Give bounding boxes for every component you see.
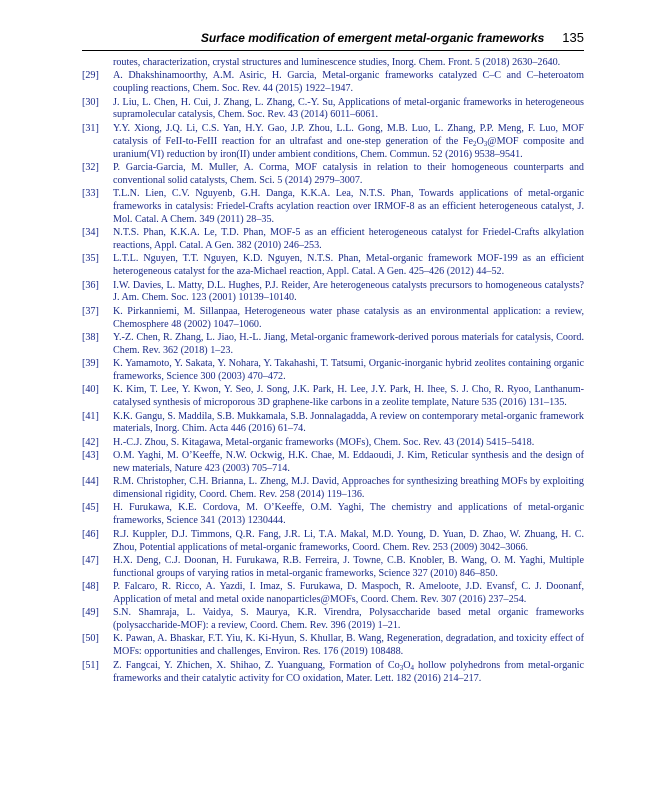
reference-number: [51] xyxy=(82,659,99,671)
reference-number: [31] xyxy=(82,122,99,134)
reference-text: P. Falcaro, R. Ricco, A. Yazdi, I. Imaz, S. Furukawa, D. Maspoch, R. Ameloote, J.D. Evansf, C. J. Doonanf, Application of metal and metal oxide nanoparticles@MOFs, Coord. Chem. Rev. 307 (2016) 237–254. xyxy=(113,581,584,605)
reference-text: P. Garcia-Garcia, M. Muller, A. Corma, MOF catalysis in relation to their homogeneous counterparts and conventional solid catalysts, Chem. Sci. 5 (2014) 2979–3007. xyxy=(113,161,584,186)
reference-33 xyxy=(82,188,584,227)
reference-text: K. Pawan, A. Bhaskar, F.T. Yiu, K. Ki-Hyun, S. Khullar, B. Wang, Regeneration, degradation, and toxicity effect of MOFs: opportunities and challenges, Environ. Res. 176 (2019) 108488. xyxy=(113,633,584,658)
reference-44 xyxy=(82,476,584,502)
reference-text: H. Furukawa, K.E. Cordova, M. O’Keeffe, O.M. Yaghi, The chemistry and applications of metal-organic frameworks, Science 341 (2013) 1230444. xyxy=(113,502,584,527)
reference-number: [35] xyxy=(82,253,99,265)
subscript: 2 xyxy=(472,139,477,148)
reference-39 xyxy=(82,358,584,384)
reference-46 xyxy=(82,529,584,555)
reference-text: I.W. Davies, L. Matty, D.L. Hughes, P.J. Reider, Are heterogeneous catalysts precursors to homogeneous catalysts? J. Am. Chem. Soc. 123 (2001) 10139–10140. xyxy=(113,279,584,304)
reference-29 xyxy=(82,70,584,96)
reference-text xyxy=(113,660,584,686)
reference-43 xyxy=(82,450,584,476)
reference-31 xyxy=(82,123,584,162)
reference-40 xyxy=(82,384,584,410)
reference-number: [37] xyxy=(82,305,99,317)
reference-text: H.-C.J. Zhou, S. Kitagawa, Metal-organic frameworks (MOFs), Chem. Soc. Rev. 43 (2014) 5415–5418. xyxy=(113,436,535,448)
running-head xyxy=(82,30,584,45)
reference-number: [49] xyxy=(82,607,99,619)
reference-number: [48] xyxy=(82,581,99,593)
running-head-title: Surface modification of emergent metal-organic frameworks xyxy=(200,31,545,45)
reference-number: [46] xyxy=(82,528,99,540)
reference-48 xyxy=(82,581,584,607)
reference-number: [47] xyxy=(82,554,99,566)
reference-text: A. Dhakshinamoorthy, A.M. Asiric, H. Garcia, Metal-organic frameworks catalyzed C–C and C–heteroatom coupling reactions, Chem. Soc. Rev. 44 (2015) 1922–1947. xyxy=(113,70,584,95)
reference-number xyxy=(82,57,113,70)
reference-text-part: hollow polyhedrons from metal-organic frameworks and their catalytic activity for CO oxidation, Mater. Lett. 182 (2016) 214–217. xyxy=(113,659,584,684)
reference-47 xyxy=(82,555,584,581)
reference-number: [41] xyxy=(82,410,99,422)
reference-number: [45] xyxy=(82,502,99,514)
reference-35 xyxy=(82,253,584,279)
reference-text: K. Pirkanniemi, M. Sillanpaa, Heterogeneous water phase catalysis as an environmental application: a review, Chemosphere 48 (2002) 1047–1060. xyxy=(113,305,584,330)
reference-number: [40] xyxy=(82,384,99,396)
reference-number: [32] xyxy=(82,161,99,173)
reference-number: [38] xyxy=(82,331,99,343)
reference-number: [43] xyxy=(82,450,99,462)
reference-text: K. Kim, T. Lee, Y. Kwon, Y. Seo, J. Song, J.K. Park, H. Lee, J.Y. Park, H. Ihee, S. J. Cho, R. Ryoo, Lanthanum-catalysed synthesis of microporous 3D graphene-like carbons in a zeolite template, Nature 535 (2016) 131–135. xyxy=(113,384,584,409)
reference-text: Y.-Z. Chen, R. Zhang, L. Jiao, H.-L. Jiang, Metal-organic framework-derived porous materials for catalysis, Coord. Chem. Rev. 362 (2018) 1–23. xyxy=(113,331,584,356)
header-rule xyxy=(82,50,584,51)
reference-37 xyxy=(82,306,584,332)
subscript: 3 xyxy=(483,139,488,148)
reference-text: L.T.L. Nguyen, T.T. Nguyen, K.D. Nguyen, N.T.S. Phan, Metal-organic framework MOF-199 as an efficient heterogeneous catalyst for the aza-Michael reaction, Appl. Catal. A Gen. 425–426 (2012) 44–52. xyxy=(113,253,584,278)
reference-49 xyxy=(82,607,584,633)
reference-41 xyxy=(82,411,584,437)
reference-number: [50] xyxy=(82,633,99,645)
reference-list xyxy=(82,57,584,685)
reference-42 xyxy=(82,437,584,450)
reference-text-part: Y.Y. Xiong, J.Q. Li, C.S. Yan, H.Y. Gao, J.P. Zhou, L.L. Gong, M.B. Luo, L. Zhang, P.P. Meng, F. Luo, MOF catalysis of FeII-to-FeIII reaction for an ultrafast and one-step generation of the Fe xyxy=(113,122,584,147)
reference-text-part: @MOF composite and uranium(VI) reduction by iron(II) under ambient conditions, Chem. Commun. 52 (2016) 9538–9541. xyxy=(113,135,584,160)
reference-34 xyxy=(82,227,584,253)
reference-45 xyxy=(82,502,584,528)
reference-number: [29] xyxy=(82,70,99,82)
reference-text: H.X. Deng, C.J. Doonan, H. Furukawa, R.B. Ferreira, J. Towne, C.B. Knobler, B. Wang, O. M. Yaghi, Multiple functional groups of varying ratios in metal-organic frameworks, Science 327 (2010) 846–850. xyxy=(113,554,584,579)
reference-number: [34] xyxy=(82,227,99,239)
reference-32 xyxy=(82,162,584,188)
reference-text: R.J. Kuppler, D.J. Timmons, Q.R. Fang, J.R. Li, T.A. Makal, M.D. Young, D. Yuan, D. Zhao, W. Zhuang, H. C. Zhou, Potential applications of metal-organic frameworks, Coord. Chem. Rev. 253 (2009) 3042–3066. xyxy=(113,528,584,553)
reference-text: N.T.S. Phan, K.K.A. Le, T.D. Phan, MOF-5 as an efficient heterogeneous catalyst for Friedel-Crafts alkylation reactions, Appl. Catal. A Gen. 382 (2010) 246–253. xyxy=(113,227,584,252)
reference-50 xyxy=(82,633,584,659)
reference-text xyxy=(113,123,584,162)
reference-text: routes, characterization, crystal structures and luminescence studies, Inorg. Chem. Front. 5 (2018) 2630–2640. xyxy=(113,57,561,68)
reference-text: K.K. Gangu, S. Maddila, S.B. Mukkamala, S.B. Jonnalagadda, A review on contemporary metal-organic framework materials, Inorg. Chim. Acta 446 (2016) 61–74. xyxy=(113,410,584,435)
reference-30 xyxy=(82,97,584,123)
reference-number: [42] xyxy=(82,436,99,448)
reference-38 xyxy=(82,332,584,358)
reference-text: R.M. Christopher, C.H. Brianna, L. Zheng, M.J. David, Approaches for synthesizing breathing MOFs by exploiting dimensional rigidity, Coord. Chem. Rev. 258 (2014) 119–136. xyxy=(113,476,584,501)
reference-number: [39] xyxy=(82,358,99,370)
reference-number: [36] xyxy=(82,279,99,291)
reference-text-part: Z. Fangcai, Y. Zhichen, X. Shihao, Z. Yuanguang, Formation of Co xyxy=(113,659,400,671)
reference-text-part: O xyxy=(476,135,484,147)
reference-text: K. Yamamoto, Y. Sakata, Y. Nohara, Y. Takahashi, T. Tatsumi, Organic-inorganic hybrid zeolites containing organic frameworks, Science 300 (2003) 470–472. xyxy=(113,358,584,383)
reference-text: S.N. Shamraja, L. Vaidya, S. Maurya, K.R. Virendra, Polysaccharide based metal organic frameworks (polysaccharide-MOF): a review, Coord. Chem. Rev. 396 (2019) 1–21. xyxy=(113,607,584,632)
reference-51 xyxy=(82,660,584,686)
reference-text: J. Liu, L. Chen, H. Cui, J. Zhang, L. Zhang, C.-Y. Su, Applications of metal-organic frameworks in heterogeneous supramolecular catalysis, Chem. Soc. Rev. 43 (2014) 6011–6061. xyxy=(113,96,584,121)
reference-36 xyxy=(82,280,584,306)
page-number: 135 xyxy=(562,30,584,45)
reference-number: [33] xyxy=(82,188,99,200)
reference-text: T.L.N. Lien, C.V. Nguyenb, G.H. Danga, K.K.A. Lea, N.T.S. Phan, Towards applications of metal-organic frameworks in catalysis: Friedel-Crafts acylation reaction over IRMOF-8 as an efficient heterogeneous catalyst, J. Mol. Catal. A Chem. 349 (2011) 28–35. xyxy=(113,188,584,225)
reference-number: [44] xyxy=(82,476,99,488)
subscript: 4 xyxy=(410,663,415,672)
reference-number: [30] xyxy=(82,96,99,108)
reference-continuation xyxy=(82,57,584,70)
reference-text-part: O xyxy=(403,659,411,671)
subscript: 3 xyxy=(399,663,404,672)
reference-text: O.M. Yaghi, M. O’Keeffe, N.W. Ockwig, H.K. Chae, M. Eddaoudi, J. Kim, Reticular synthesis and the design of new materials, Nature 423 (2003) 705–714. xyxy=(113,450,584,474)
